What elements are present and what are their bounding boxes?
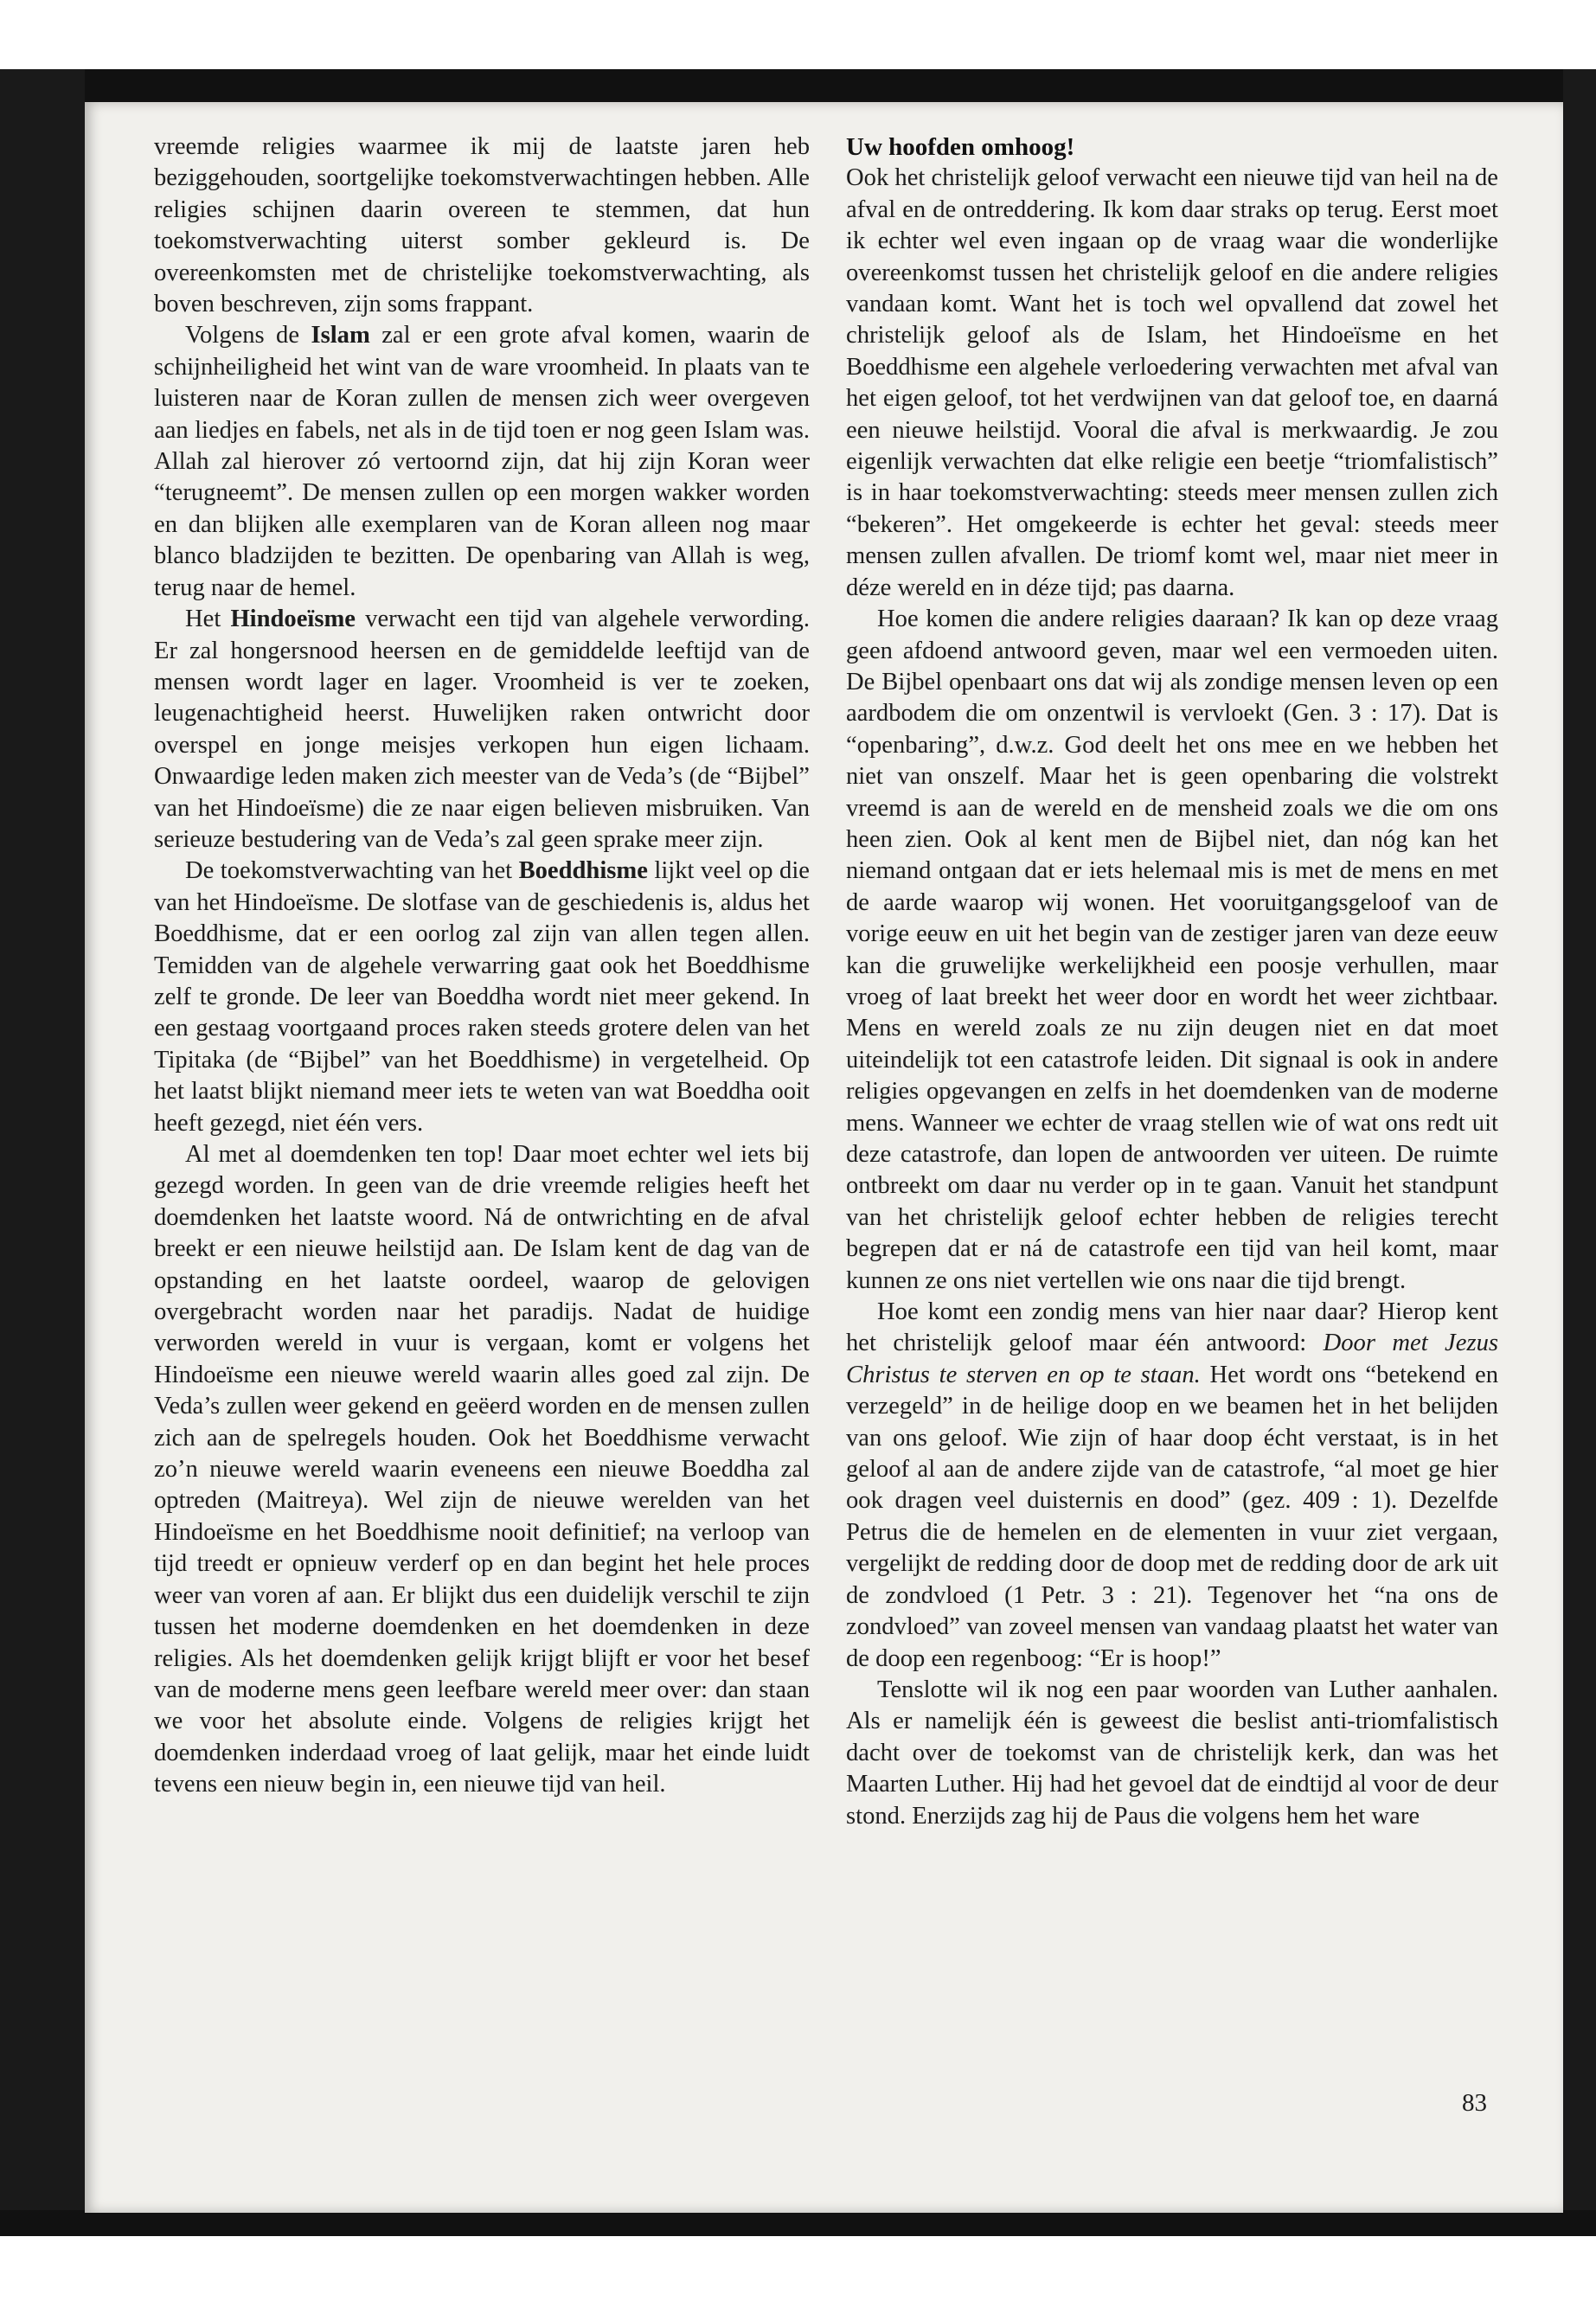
paragraph-hinduism <box>154 604 810 856</box>
text-run: Volgens de <box>185 322 311 349</box>
text-run: lijkt veel op die van het Hindoeïsme. De slotfase van de geschiedenis is, aldus het Boeddhisme, dat er een oorlog zal zijn van allen tegen allen. Temidden van de algehele verwarring gaat ook het Boeddhisme zelf te gronde. De leer van Boeddha wordt niet meer gekend. In een gestaag voortgaand proces raken steeds grotere delen van het Tipitaka (de “Bijbel” van het Boeddhisme) in vergetelheid. Op het laatst blijkt niemand meer iets te weten van wat Boeddha ooit heeft gezegd, niet één vers. <box>154 857 810 1137</box>
term-hinduism: Hindoeïsme <box>230 606 356 633</box>
paragraph: Tenslotte wil ik nog een paar woorden van Luther aanhalen. Als er namelijk één is geweest die beslist anti-triomfalistisch dacht over de toekomst van de christelijk kerk, dan was het Maarten Luther. Hij had het gevoel dat de eindtijd al voor de deur stond. Enerzijds zag hij de Paus die volgens hem het ware <box>846 1676 1498 1830</box>
paragraph-islam <box>154 320 810 604</box>
binding-shadow-left <box>0 69 85 2232</box>
section-heading: Uw hoofden omhoog! <box>846 133 1075 161</box>
page-number: 83 <box>1462 2089 1487 2117</box>
term-buddhism: Boeddhisme <box>518 857 648 885</box>
paragraph: Hoe komen die andere religies daaraan? Ik kan op deze vraag geen afdoend antwoord geven, maar wel een vermoeden uiten. De Bijbel openbaart ons dat wij als zondige mensen leven op een aardbodem die om onzentwil is vervloekt (Gen. 3 : 17). Dat is “openbaring”, d.w.z. God deelt het ons mee en we hebben het niet van onszelf. Maar het is geen openbaring die volstrekt vreemd is aan de wereld en de mensheid zoals we die om ons heen zien. Ook al kent men de Bijbel niet, dan nóg kan het niemand ontgaan dat er iets helemaal mis is met de mens en met de aarde waarop wij wonen. Het vooruitgangsgeloof van de vorige eeuw en uit het begin van de zestiger jaren van deze eeuw kan die gruwelijke werkelijkheid een poosje verhullen, maar vroeg of laat breekt het weer door en wordt het weer zichtbaar. Mens en wereld zoals ze nu zijn deugen niet en dat moet uiteindelijk tot een catastrofe leiden. Dit signaal is ook in andere religies opgevangen en zelfs in het doemdenken van de moderne mens. Wanneer we echter de vraag stellen wie of wat ons redt uit deze catastrofe, dan lopen de antwoorden ver uiteen. De ruimte ontbreekt om daar nu verder op in te gaan. Vanuit het standpunt van het christelijk geloof echter hebben de religies terecht begrepen dat er ná de catastrofe een tijd van heil komt, maar kunnen ze ons niet vertellen wie ons naar die tijd brengt. <box>846 606 1498 1294</box>
text-run: Het wordt ons “betekend en verzegeld” in de heilige doop en we beamen het in het belijden van ons geloof. Wie zijn of haar doop écht verstaat, is in het geloof al aan de andere zijde van de catastrofe, “al moet ge hier ook dragen veel duisternis en dood” (gez. 409 : 1). Dezelfde Petrus die de hemelen en de elementen in vuur ziet vergaan, vergelijkt de redding door de doop met de redding door de ark uit de zondvloed (1 Petr. 3 : 21). Tegenover het “na ons de zondvloed” van zoveel mensen van vandaag plaatst het water van de doop een regenboog: “Er is hoop!” <box>846 1361 1498 1672</box>
text-run: Hoe komt een zondig mens van hier naar daar? Hierop kent het christelijk geloof maar één antwoord: <box>846 1298 1498 1357</box>
right-column <box>846 131 1498 1832</box>
text-run: De toekomstverwachting van het <box>185 857 519 885</box>
binding-shadow-bottom <box>0 2210 1596 2236</box>
paragraph: vreemde religies waarmee ik mij de laatste jaren heb beziggehouden, soortgelijke toekomstverwachtingen hebben. Alle religies schijnen daarin overeen te stemmen, dat hun toekomstverwachting uiterst somber gekleurd is. De overeenkomsten met de christelijke toekomstverwachting, als boven beschreven, zijn soms frappant. <box>154 133 810 318</box>
text-run: zal er een grote afval komen, waarin de schijnheiligheid het wint van de ware vroomheid. In plaats van te luisteren naar de Koran zullen de mensen zich weer overgeven aan liedjes en fabels, net als in de tijd toen er nog geen Islam was. Allah zal hierover zó vertoornd zijn, dat hij zijn Koran weer “terugneemt”. De mensen zullen op een morgen wakker worden en dan blijken alle exemplaren van de Koran alleen nog maar blanco bladzijden te bezitten. De openbaring van Allah is weg, terug naar de hemel. <box>154 322 811 601</box>
paragraph-buddhism <box>154 856 810 1139</box>
text-run: verwacht een tijd van algehele verwording. Er zal hongersnood heersen en de gemiddelde leeftijd van de mensen wordt lager en lager. Vroomheid is ver te zoeken, leugenachtigheid heerst. Huwelijken raken ontwricht door overspel en jonge meisjes verkopen hun eigen lichaam. Onwaardige leden maken zich meester van de Veda’s (de “Bijbel” van het Hindoeïsme) die ze naar eigen believen misbruiken. Van serieuze bestudering van de Veda’s zal geen sprake meer zijn. <box>154 606 810 853</box>
paragraph: Al met al doemdenken ten top! Daar moet echter wel iets bij gezegd worden. In geen van de drie vreemde religies heeft het doemdenken het laatste woord. Ná de ontwrichting en de afval breekt er een nieuwe heilstijd aan. De Islam kent de dag van de opstanding en het laatste oordeel, waarop de gelovigen overgebracht worden naar het paradijs. Nadat de huidige verworden wereld in vuur is vergaan, komt er volgens het Hindoeïsme een nieuwe wereld waarin alles goed zal zijn. De Veda’s zullen weer gekend en geëerd worden en de mensen zullen zich aan de spelregels houden. Ook het Boeddhisme verwacht zo’n nieuwe wereld waarin eveneens een nieuwe Boeddha zal optreden (Maitreya). Wel zijn de nieuwe werelden van het Hindoeïsme en het Boeddhisme nooit definitief; na verloop van tijd treedt er opnieuw verderf op en dan begint het hele proces weer van voren af aan. Er blijkt dus een duidelijk verschil te zijn tussen het moderne doemdenken en het doemdenken in deze religies. Als het doemdenken gelijk krijgt blijft er voor het besef van de moderne mens geen leefbare wereld meer over: dan staan we voor het absolute einde. Volgens de religies krijgt het doemdenken inderdaad vroeg of laat gelijk, maar het einde luidt tevens een nieuw begin in, een nieuwe tijd van heil. <box>154 1141 810 1798</box>
binding-shadow-right <box>1563 69 1596 2232</box>
text-run: Het <box>185 606 231 633</box>
italic-quote: Door met Jezus Christus te sterven en op te staan. <box>846 1330 1498 1388</box>
paragraph: Ook het christelijk geloof verwacht een nieuwe tijd van heil na de afval en de ontreddering. Ik kom daar straks op terug. Eerst moet ik echter wel even ingaan op de vraag waar die wonderlijke overeenkomst tussen het christelijk geloof en die andere religies vandaan komt. Want het is toch wel opvallend dat zowel het christelijk geloof als de Islam, het Hindoeïsme en het Boeddhisme een algehele verloedering verwachten met afval van het eigen geloof, tot het verdwijnen van dat geloof toe, en daarná een nieuwe heilstijd. Vooral die afval is merkwaardig. Je zou eigenlijk verwachten dat elke religie een beetje “triomfalistisch” is in haar toekomstverwachting: steeds meer mensen zullen zich “bekeren”. Het omgekeerde is echter het geval: steeds meer mensen zullen afvallen. De triomf komt wel, maar niet meer in déze wereld en in déze tijd; pas daarna. <box>846 164 1498 601</box>
term-islam: Islam <box>311 322 370 349</box>
left-column <box>154 131 810 1801</box>
paragraph <box>846 1297 1498 1675</box>
